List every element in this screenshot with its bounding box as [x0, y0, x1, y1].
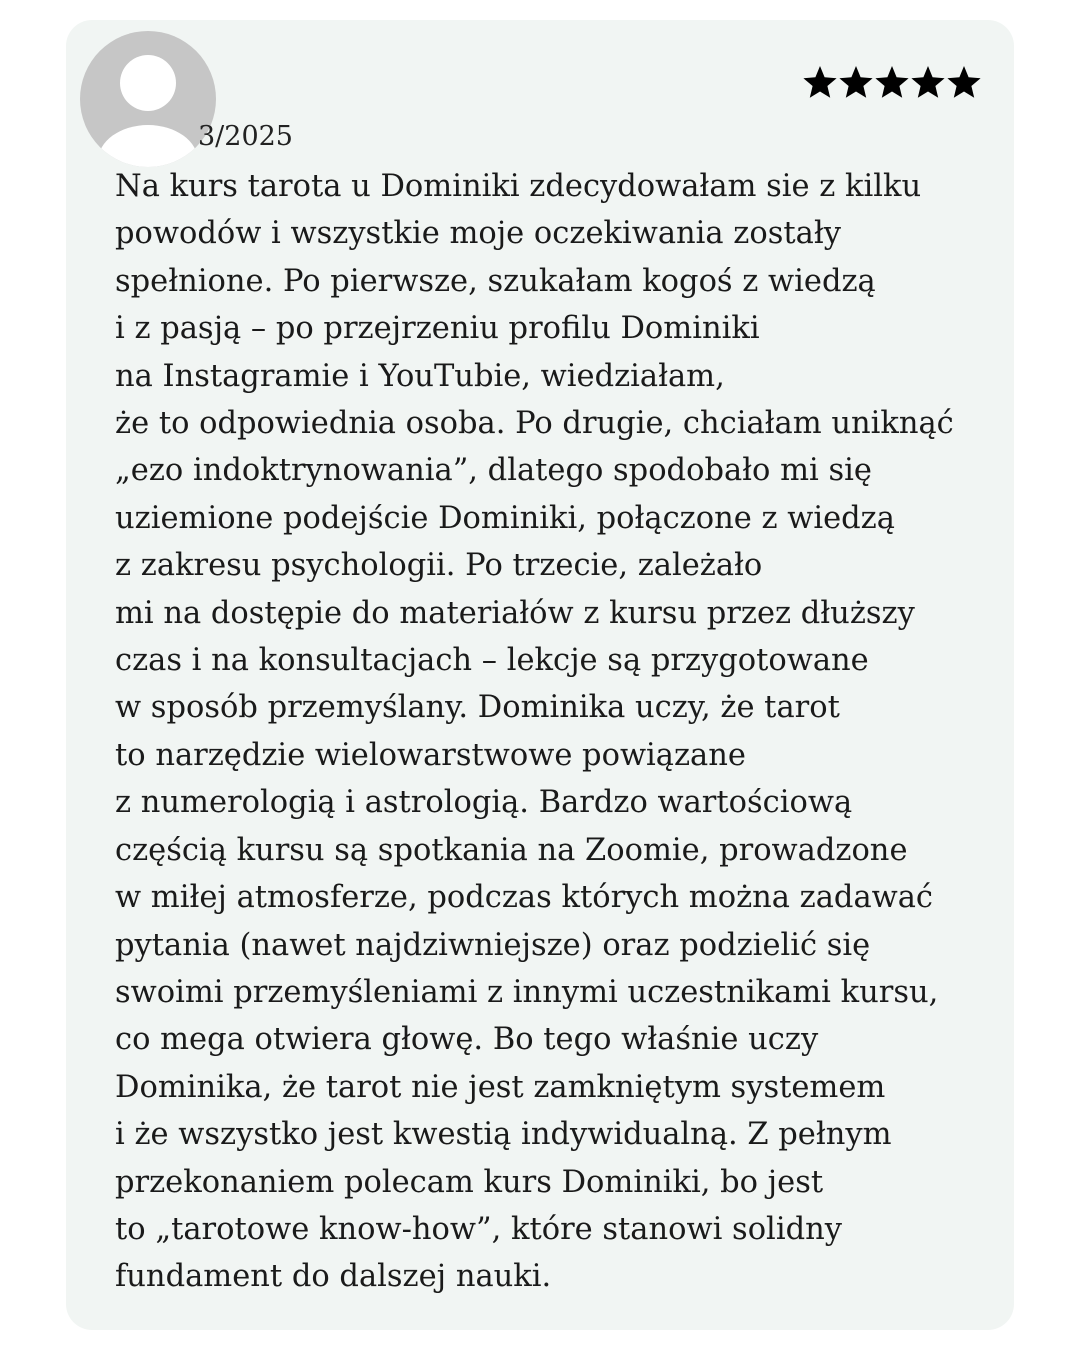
- user-placeholder-icon: [80, 31, 216, 167]
- review-date: 3/2025: [198, 121, 293, 152]
- review-line: fundament do dalszej nauki.: [115, 1259, 552, 1295]
- review-line: częścią kursu są spotkania na Zoomie, prowadzone: [115, 832, 908, 868]
- review-line: swoimi przemyśleniami z innymi uczestnikami kursu,: [115, 974, 939, 1010]
- review-line: w sposób przemyślany. Dominika uczy, że tarot: [115, 690, 840, 726]
- avatar: [80, 31, 216, 167]
- star-icon: [802, 64, 838, 100]
- review-line: przekonaniem polecam kurs Dominiki, bo jest: [115, 1164, 824, 1200]
- star-icon: [910, 64, 946, 100]
- review-line: Dominika, że tarot nie jest zamkniętym systemem: [115, 1069, 886, 1105]
- review-line: „ezo indoktrynowania”, dlatego spodobało mi się: [115, 453, 872, 489]
- review-text: [115, 163, 1005, 1301]
- review-line: z numerologią i astrologią. Bardzo wartościową: [115, 785, 853, 821]
- review-line: spełnione. Po pierwsze, szukałam kogoś z wiedzą: [115, 263, 876, 299]
- review-line: na Instagramie i YouTubie, wiedziałam,: [115, 358, 725, 394]
- review-line: czas i na konsultacjach – lekcje są przygotowane: [115, 643, 869, 679]
- review-line: to narzędzie wielowarstwowe powiązane: [115, 737, 746, 773]
- review-line: pytania (nawet najdziwniejsze) oraz podzielić się: [115, 927, 871, 963]
- review-line: że to odpowiednia osoba. Po drugie, chciałam uniknąć: [115, 406, 954, 442]
- review-line: w miłej atmosferze, podczas których można zadawać: [115, 880, 934, 916]
- review-line: i że wszystko jest kwestią indywidualną. Z pełnym: [115, 1117, 892, 1153]
- review-line: mi na dostępie do materiałów z kursu przez dłuższy: [115, 595, 915, 631]
- review-line: Na kurs tarota u Dominiki zdecydowałam sie z kilku: [115, 169, 922, 204]
- review-line: powodów i wszystkie moje oczekiwania zostały: [115, 216, 841, 252]
- star-icon: [874, 64, 910, 100]
- review-line: co mega otwiera głowę. Bo tego właśnie uczy: [115, 1022, 819, 1058]
- star-icon: [946, 64, 982, 100]
- review-line: i z pasją – po przejrzeniu profilu Dominiki: [115, 311, 760, 347]
- review-line: to „tarotowe know-how”, które stanowi solidny: [115, 1211, 842, 1247]
- review-line: z zakresu psychologii. Po trzecie, zależało: [115, 548, 763, 584]
- review-line: uziemione podejście Dominiki, połączone z wiedzą: [115, 500, 895, 536]
- star-icon: [838, 64, 874, 100]
- review-card: [66, 20, 1014, 1330]
- rating-stars: [802, 64, 982, 100]
